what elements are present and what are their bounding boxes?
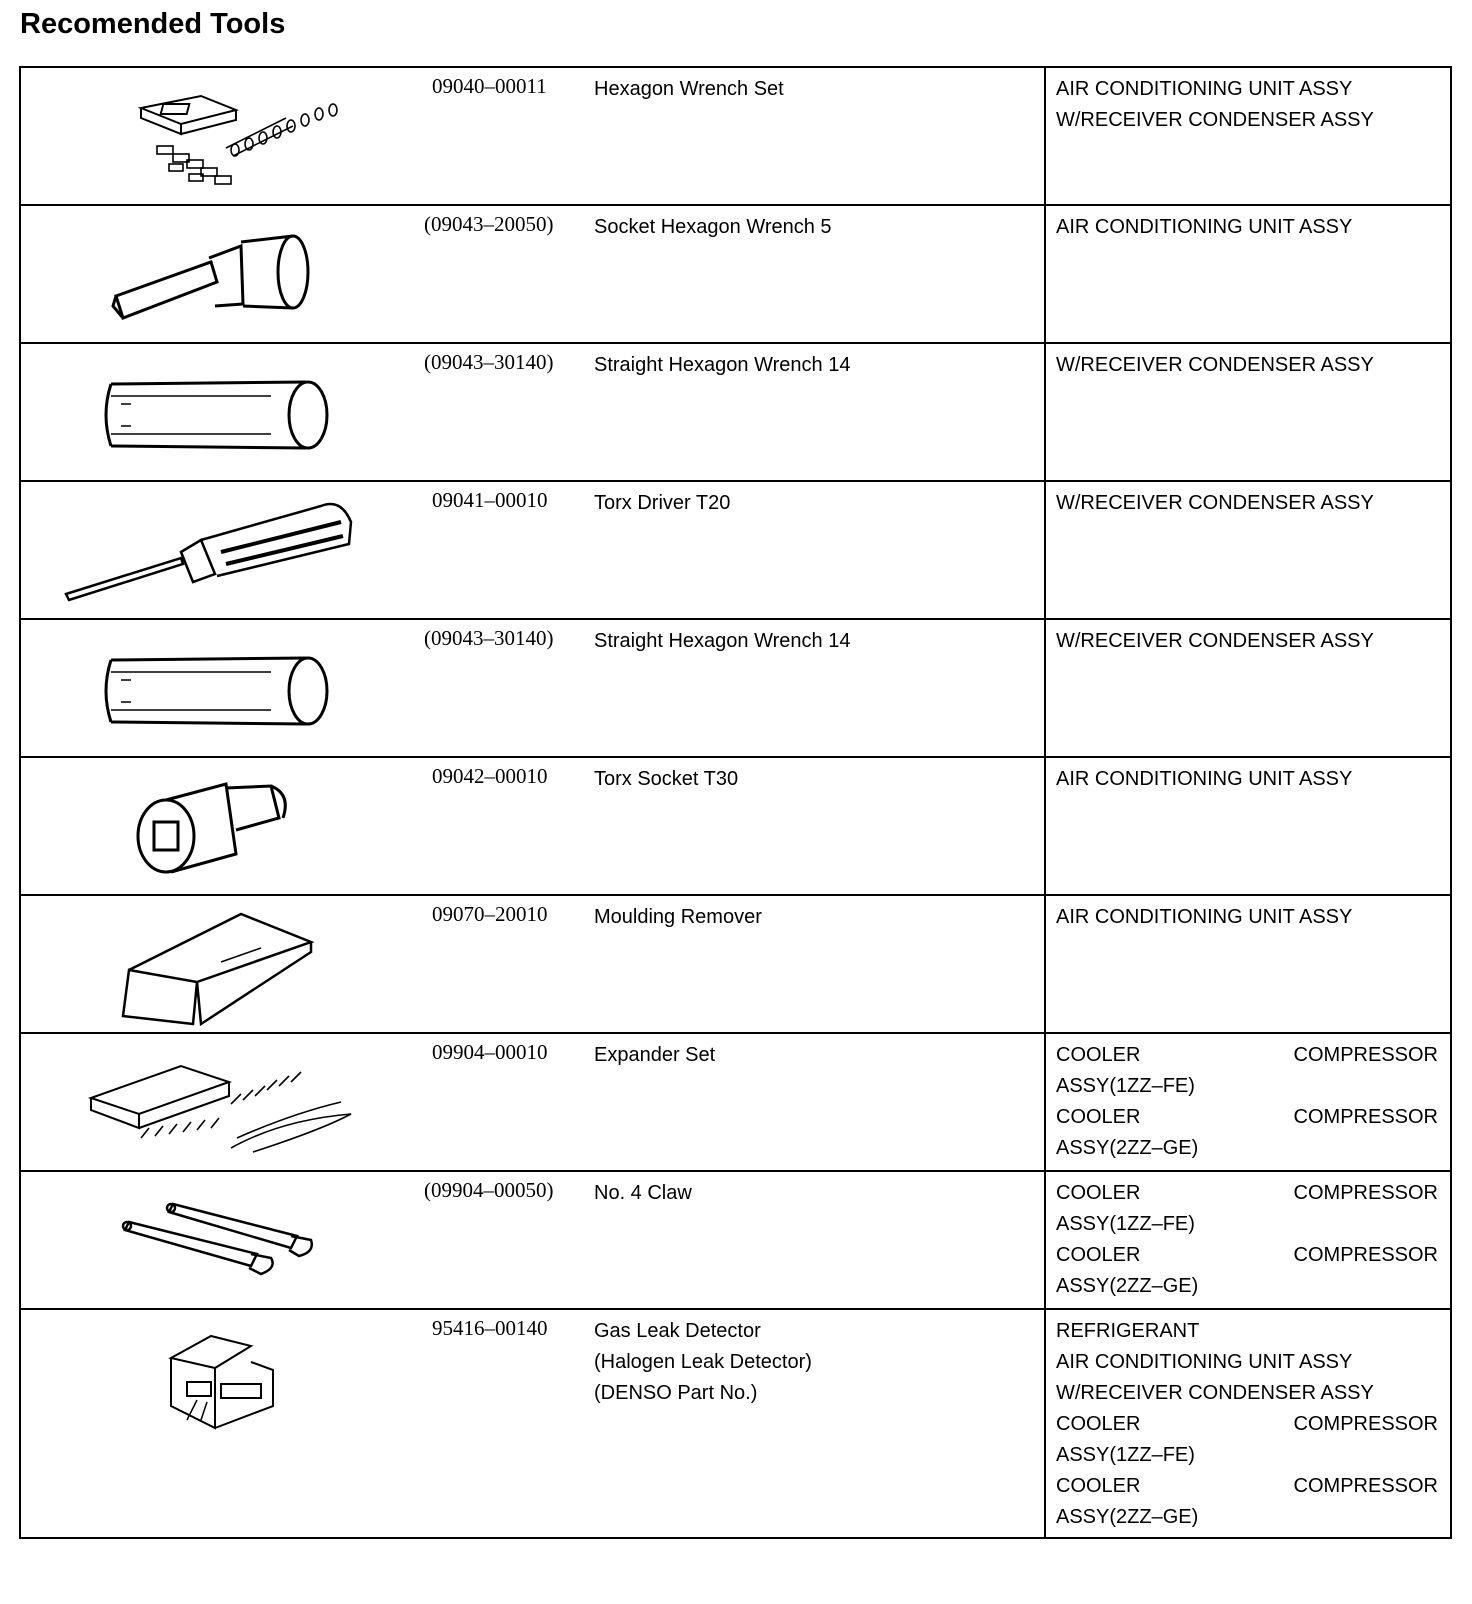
usage-text: AIR CONDITIONING UNIT ASSY [1056, 1351, 1353, 1373]
table-row [20, 895, 1451, 1033]
tool-name: No. 4 Claw [594, 1182, 692, 1204]
torx-driver-icon [21, 482, 416, 618]
hexagon-wrench-set-icon [21, 68, 416, 204]
tool-illustration [20, 895, 416, 1033]
tool-name: (Halogen Leak Detector) [594, 1351, 812, 1373]
usage-text: COOLER COMPRESSOR [1056, 1475, 1438, 1497]
usage-text: AIR CONDITIONING UNIT ASSY [1056, 768, 1353, 790]
usage-text: W/RECEIVER CONDENSER ASSY [1056, 109, 1374, 131]
expander-set-icon [21, 1034, 416, 1170]
usage-text: ASSY(1ZZ–FE) [1056, 1213, 1195, 1235]
usage-text: ASSY(2ZZ–GE) [1056, 1275, 1199, 1297]
tool-illustration [20, 1309, 416, 1538]
usage-text: ASSY(1ZZ–FE) [1056, 1075, 1195, 1097]
usage-text: AIR CONDITIONING UNIT ASSY [1056, 216, 1353, 238]
usage-text: AIR CONDITIONING UNIT ASSY [1056, 78, 1353, 100]
table-row [20, 481, 1451, 619]
usage-text: W/RECEIVER CONDENSER ASSY [1056, 630, 1374, 652]
page-title: Recomended Tools [20, 8, 286, 40]
table-row [20, 1309, 1451, 1538]
usage-text: W/RECEIVER CONDENSER ASSY [1056, 1382, 1374, 1404]
usage-text: REFRIGERANT [1056, 1320, 1200, 1342]
part-number: (09043–30140) [424, 350, 554, 374]
tool-illustration [20, 481, 416, 619]
usage-text: ASSY(1ZZ–FE) [1056, 1444, 1195, 1466]
tool-illustration [20, 1033, 416, 1171]
usage-text: ASSY(2ZZ–GE) [1056, 1137, 1199, 1159]
tool-illustration [20, 619, 416, 757]
table-row [20, 1033, 1451, 1171]
tool-name: (DENSO Part No.) [594, 1382, 758, 1404]
part-number: 09070–20010 [432, 902, 548, 926]
tool-name: Straight Hexagon Wrench 14 [594, 354, 851, 376]
part-number: (09904–00050) [424, 1178, 554, 1202]
torx-socket-icon [21, 758, 416, 894]
usage-text: COOLER COMPRESSOR [1056, 1106, 1438, 1128]
table-row [20, 757, 1451, 895]
tool-name: Gas Leak Detector [594, 1320, 761, 1342]
socket-hexagon-wrench-icon [21, 206, 416, 342]
part-number: 09041–00010 [432, 488, 548, 512]
part-number: (09043–30140) [424, 626, 554, 650]
usage-text: W/RECEIVER CONDENSER ASSY [1056, 492, 1374, 514]
part-number: 09904–00010 [432, 1040, 548, 1064]
table-row [20, 67, 1451, 205]
tool-name: Torx Socket T30 [594, 768, 739, 790]
tools-table [19, 66, 1452, 1539]
usage-text: COOLER COMPRESSOR [1056, 1044, 1438, 1066]
tool-name: Hexagon Wrench Set [594, 78, 784, 100]
table-row [20, 1171, 1451, 1309]
part-number: 09040–00011 [432, 74, 547, 98]
tool-name: Straight Hexagon Wrench 14 [594, 630, 851, 652]
tool-illustration [20, 343, 416, 481]
tool-illustration [20, 205, 416, 343]
table-row [20, 205, 1451, 343]
tool-name: Moulding Remover [594, 906, 762, 928]
gas-leak-detector-icon [21, 1310, 416, 1446]
tool-name: Expander Set [594, 1044, 716, 1066]
moulding-remover-icon [21, 896, 416, 1032]
part-number: 95416–00140 [432, 1316, 548, 1340]
part-number: 09042–00010 [432, 764, 548, 788]
usage-text: COOLER COMPRESSOR [1056, 1413, 1438, 1435]
claw-icon [21, 1172, 416, 1308]
tool-illustration [20, 67, 416, 205]
straight-hexagon-wrench-icon [21, 620, 416, 756]
usage-text: ASSY(2ZZ–GE) [1056, 1506, 1199, 1528]
tool-name: Socket Hexagon Wrench 5 [594, 216, 832, 238]
table-row [20, 619, 1451, 757]
usage-text: AIR CONDITIONING UNIT ASSY [1056, 906, 1353, 928]
tool-illustration [20, 757, 416, 895]
tool-name: Torx Driver T20 [594, 492, 731, 514]
table-row [20, 343, 1451, 481]
usage-text: COOLER COMPRESSOR [1056, 1244, 1438, 1266]
usage-text: COOLER COMPRESSOR [1056, 1182, 1438, 1204]
part-number: (09043–20050) [424, 212, 554, 236]
straight-hexagon-wrench-icon [21, 344, 416, 480]
usage-text: W/RECEIVER CONDENSER ASSY [1056, 354, 1374, 376]
tool-illustration [20, 1171, 416, 1309]
